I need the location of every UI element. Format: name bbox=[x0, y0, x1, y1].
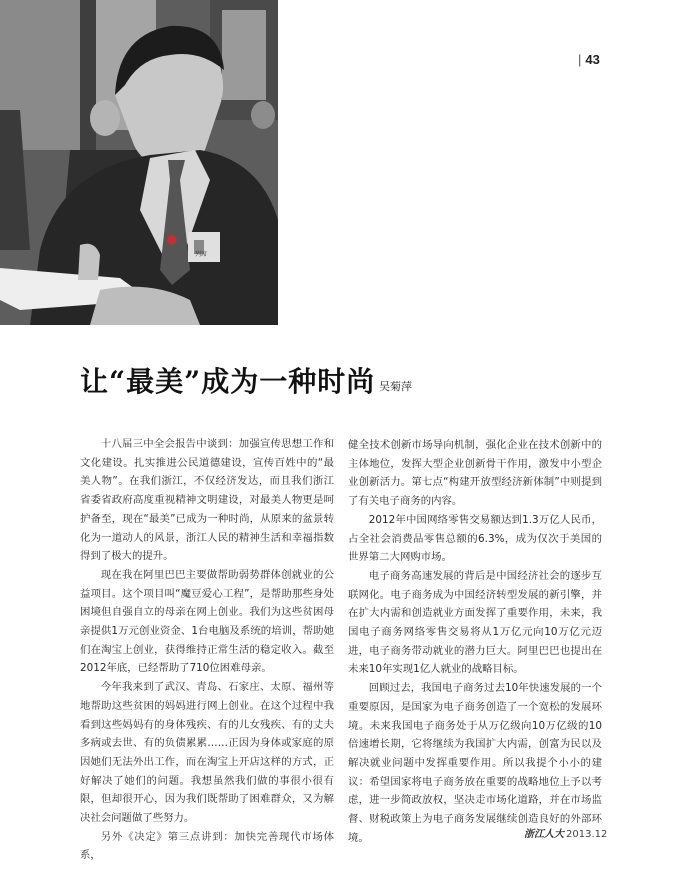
paragraph: 另外《决定》第三点讲到：加快完善现代市场体系， bbox=[80, 830, 334, 862]
article-author: 吴菊萍 bbox=[379, 380, 412, 393]
issue-date: 2013.12 bbox=[566, 829, 608, 840]
magazine-logo: 浙江人大 bbox=[524, 829, 564, 840]
page-number bbox=[578, 52, 600, 67]
delegate-photo bbox=[0, 0, 278, 325]
badge-text: 列席 bbox=[195, 251, 208, 258]
page-number-value: 43 bbox=[585, 52, 600, 67]
paragraph: 电子商务高速发展的背后是中国经济社会的逐步互联网化。电子商务成为中国经济转型发展的新引擎，并在扩大内需和创造就业方面发挥了重要作用，未来，我国电子商务网络零售交易将从1万亿元向10万亿元迈进，电子商务带动就业的潜力巨大。阿里巴巴也提出在未来10年实现1亿人就业的战略目标。 bbox=[348, 569, 602, 676]
page-number-separator: | bbox=[578, 52, 582, 67]
paragraph: 2012年中国网络零售交易额达到1.3万亿人民币，占全社会消费品零售总额的6.3%，成为仅次于美国的世界第二大网购市场。 bbox=[348, 513, 602, 564]
paragraph: 回顾过去，我国电子商务过去10年快速发展的一个重要原因，是国家为电子商务创造了一个宽松的发展环境。未来我国电子商务处于从万亿级向10万亿级的10倍速增长期，它将继续为我国扩大内需，创富为民以及解决就业问题中发挥重要作用。所以我提个小小的建议：希望国家将电子商务放在重要的战略地位上予以考虑，进一步简政放权，坚决走市场化道路，并在市场监督、财税政策上为电子商务发展继续创造良好的外部环境。 bbox=[348, 682, 602, 844]
right-column bbox=[348, 436, 602, 847]
paragraph: 现在我在阿里巴巴主要做帮助弱势群体创就业的公益项目。这个项目叫“魔豆爱心工程”，是帮助那些身处困境但自强自立的母亲在网上创业。我们为这些贫困母亲提供1万元创业资金、1台电脑及系统的培训，帮助她们在淘宝上创业，获得维持正常生活的稳定收入。截至2012年底，已经帮助了710位困难母亲。 bbox=[80, 568, 334, 675]
paragraph: 今年我来到了武汉、青岛、石家庄、太原、福州等地帮助这些贫困的妈妈进行网上创业。在这个过程中我看到这些妈妈有的身体残疾、有的儿女残疾、有的丈夫多病或去世、有的负债累累……正因为身体或家庭的原因她们无法外出工作，而在淘宝上开店这样的方式，正好解决了她们的问题。我想虽然我们做的事很小很有限，但却很开心，因为我们既帮助了困难群众，又为解决社会问题做了些努力。 bbox=[80, 681, 334, 825]
paragraph-continuation: 健全技术创新市场导向机制，强化企业在技术创新中的主体地位，发挥大型企业创新骨干作用，激发中小型企业创新活力。第七点“构建开放型经济新体制”中则提到了有关电子商务的内容。 bbox=[348, 439, 602, 508]
left-column bbox=[80, 435, 334, 865]
paragraph: 十八届三中全会报告中谈到：加强宣传思想工作和文化建设。扎实推进公民道德建设，宣传百姓中的“最美人物”。在我们浙江，不仅经济发达，而且我们浙江省委省政府高度重视精神文明建设，对最美人物更是呵护备至，现在“最美”已成为一种时尚，从原来的盆景转化为一道动人的风景，浙江人民的精神生活和幸福指数得到了极大的提升。 bbox=[80, 438, 334, 563]
article-headline: 让“最美”成为一种时尚 bbox=[80, 365, 376, 398]
footer bbox=[524, 825, 607, 840]
